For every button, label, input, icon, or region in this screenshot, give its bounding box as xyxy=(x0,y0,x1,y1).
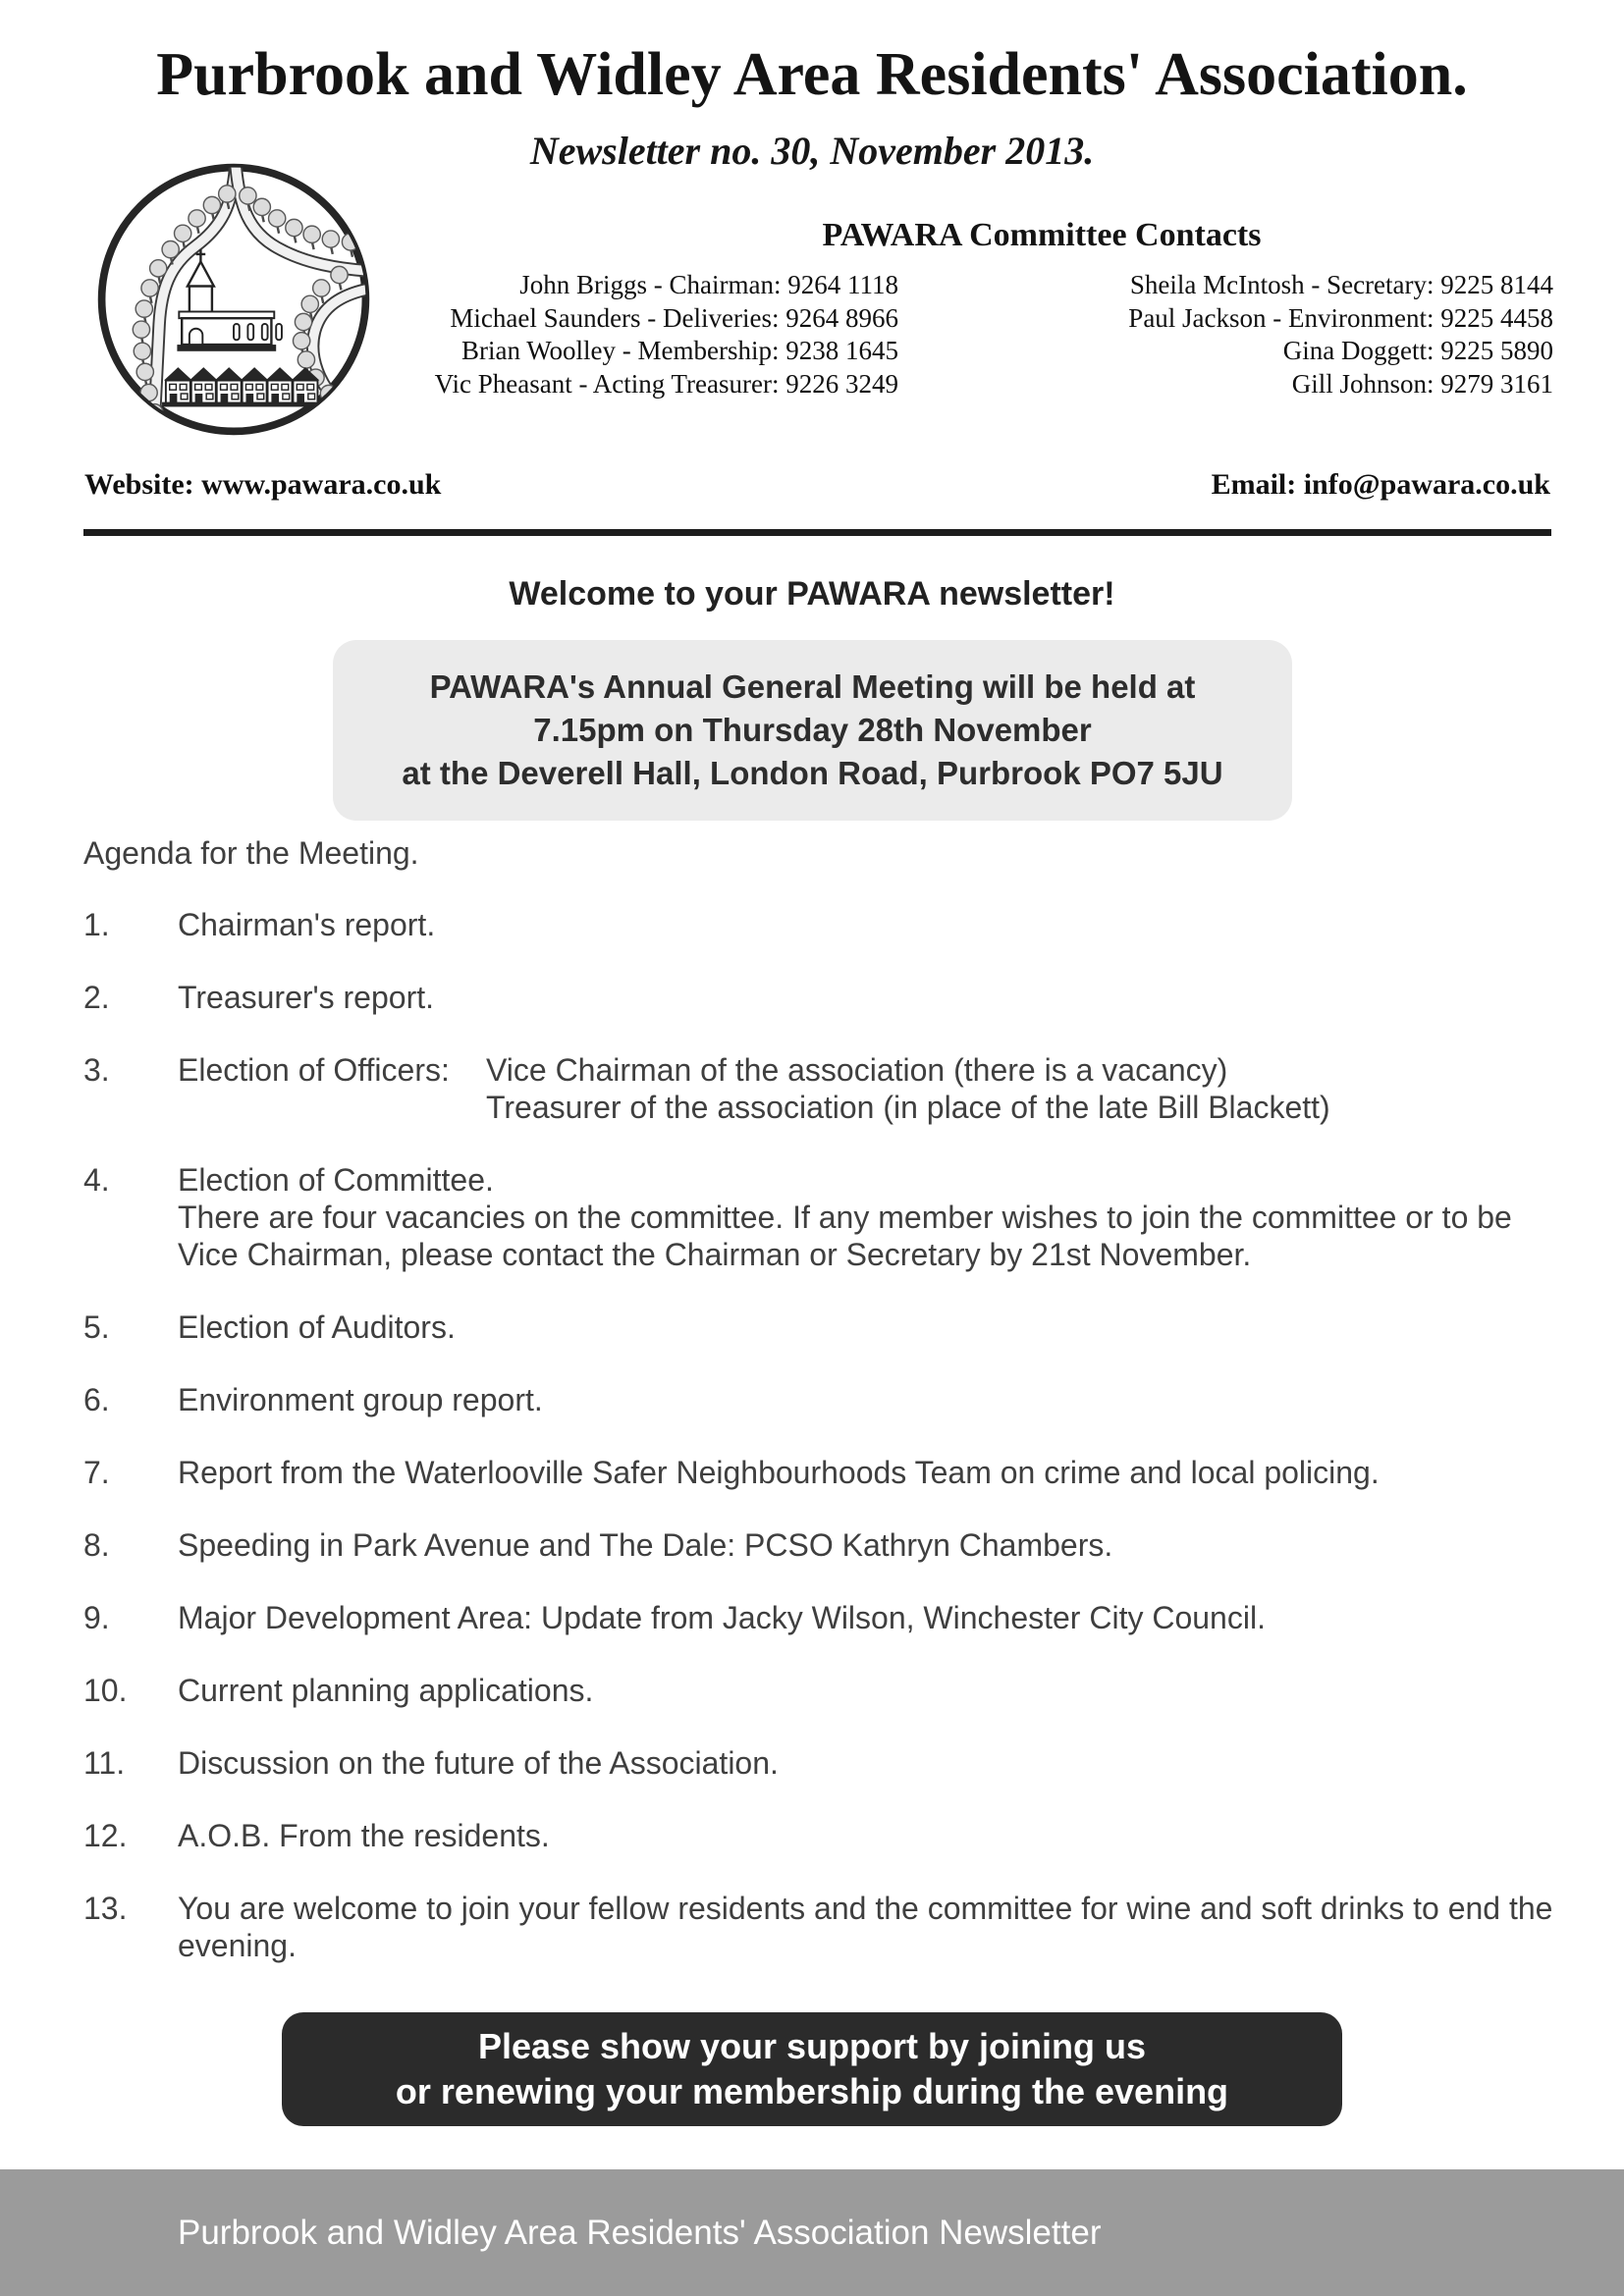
contact-line: Gina Doggett: 9225 5890 xyxy=(1282,336,1553,365)
support-line: Please show your support by joining us xyxy=(477,2026,1147,2066)
agenda-item-text xyxy=(178,1161,1553,1273)
agm-notice-box xyxy=(333,640,1292,821)
agenda-item xyxy=(83,1672,1553,1709)
contact-line: Vic Pheasant - Acting Treasurer: 9226 3249 xyxy=(434,368,898,399)
agenda-item-text: Treasurer's report. xyxy=(178,980,434,1015)
agenda-item-number: 2. xyxy=(83,980,110,1015)
agenda-item-text: Discussion on the future of the Association. xyxy=(178,1745,779,1781)
officers-subline: Treasurer of the association (in place of the late Bill Blackett) xyxy=(486,1090,1330,1125)
agenda-item xyxy=(83,1308,1553,1346)
committee-contacts xyxy=(412,269,1553,400)
agenda-item-number: 3. xyxy=(83,1052,110,1088)
email-label: Email: info@pawara.co.uk xyxy=(1211,468,1550,501)
agenda-item xyxy=(83,1051,1553,1126)
agm-line: PAWARA's Annual General Meeting will be held at xyxy=(429,668,1196,705)
agenda-item-text: Chairman's report. xyxy=(178,907,436,942)
agenda-heading: Agenda for the Meeting. xyxy=(83,835,419,871)
footer-bar xyxy=(0,2169,1624,2296)
agenda-item xyxy=(83,1817,1553,1854)
committee-contacts-heading: PAWARA Committee Contacts xyxy=(822,217,1262,253)
agenda-item xyxy=(83,1744,1553,1782)
agenda-item-text: A.O.B. From the residents. xyxy=(178,1818,550,1853)
contacts-left-column xyxy=(412,269,898,400)
agenda-item xyxy=(83,1381,1553,1418)
contact-line: Gill Johnson: 9279 3161 xyxy=(1291,368,1553,399)
agenda-item-number: 1. xyxy=(83,907,110,942)
agenda-item xyxy=(83,906,1553,943)
agenda-item-text: Election of Auditors. xyxy=(178,1309,456,1345)
agenda-item-number: 11. xyxy=(83,1745,126,1781)
newsletter-subtitle: Newsletter no. 30, November 2013. xyxy=(529,129,1095,173)
agenda-item-text: You are welcome to join your fellow residents and the committee for wine and soft drinks to end the evening. xyxy=(178,1891,1553,1963)
website-email-row xyxy=(84,468,1550,502)
agenda-item xyxy=(83,979,1553,1016)
agenda-item xyxy=(83,1890,1553,1964)
page-title: Purbrook and Widley Area Residents' Association. xyxy=(156,41,1468,108)
welcome-heading: Welcome to your PAWARA newsletter! xyxy=(509,575,1115,613)
officers-subline: Vice Chairman of the association (there is a vacancy) xyxy=(486,1052,1228,1088)
agenda-item-number: 4. xyxy=(83,1162,110,1198)
village-scene-icon xyxy=(92,155,375,444)
agenda-item-number: 10. xyxy=(83,1673,128,1708)
agenda-item-number: 12. xyxy=(83,1818,128,1853)
agenda-item xyxy=(83,1454,1553,1491)
support-line: or renewing your membership during the evening xyxy=(395,2071,1229,2111)
committee-item-title: Election of Committee. xyxy=(178,1162,494,1198)
agenda-item-text: Current planning applications. xyxy=(178,1673,594,1708)
agenda-item-text: Speeding in Park Avenue and The Dale: PCSO Kathryn Chambers. xyxy=(178,1527,1113,1563)
agenda-list xyxy=(83,906,1553,2000)
agenda-item-number: 6. xyxy=(83,1382,110,1417)
agenda-item xyxy=(83,1599,1553,1636)
contact-line: Sheila McIntosh - Secretary: 9225 8144 xyxy=(1129,270,1553,299)
agenda-item-text: Environment group report. xyxy=(178,1382,543,1417)
agenda-item-text: Major Development Area: Update from Jacky Wilson, Winchester City Council. xyxy=(178,1600,1266,1635)
agenda-item-text: Report from the Waterlooville Safer Neighbourhoods Team on crime and local policing. xyxy=(178,1455,1380,1490)
agenda-item-number: 5. xyxy=(83,1309,110,1345)
membership-support-banner xyxy=(282,2012,1342,2126)
agenda-item xyxy=(83,1526,1553,1564)
agenda-item-number: 8. xyxy=(83,1527,110,1563)
association-logo xyxy=(92,155,375,444)
footer-text: Purbrook and Widley Area Residents' Association Newsletter xyxy=(178,2213,1102,2252)
officers-label: Election of Officers: xyxy=(178,1052,450,1088)
committee-item-paragraph: There are four vacancies on the committee. If any member wishes to join the committee or to be Vice Chairman, please contact the Chairman or Secretary by 21st November. xyxy=(178,1200,1512,1272)
contacts-right-column xyxy=(898,269,1553,400)
agenda-item xyxy=(83,1161,1553,1273)
contact-line: Michael Saunders - Deliveries: 9264 8966 xyxy=(450,302,898,333)
agm-line: 7.15pm on Thursday 28th November xyxy=(533,712,1092,748)
contact-line: John Briggs - Chairman: 9264 1118 xyxy=(519,270,898,299)
header-divider xyxy=(83,529,1551,536)
contact-line: Paul Jackson - Environment: 9225 4458 xyxy=(1128,302,1553,333)
agenda-item-number: 9. xyxy=(83,1600,110,1635)
agenda-item-number: 13. xyxy=(83,1891,128,1926)
officers-sublist xyxy=(486,1051,1330,1126)
website-label: Website: www.pawara.co.uk xyxy=(84,468,442,501)
contact-line: Brian Woolley - Membership: 9238 1645 xyxy=(460,336,898,365)
agm-line: at the Deverell Hall, London Road, Purbrook PO7 5JU xyxy=(402,755,1223,791)
agenda-item-text xyxy=(178,1051,1553,1126)
agenda-item-number: 7. xyxy=(83,1455,110,1490)
